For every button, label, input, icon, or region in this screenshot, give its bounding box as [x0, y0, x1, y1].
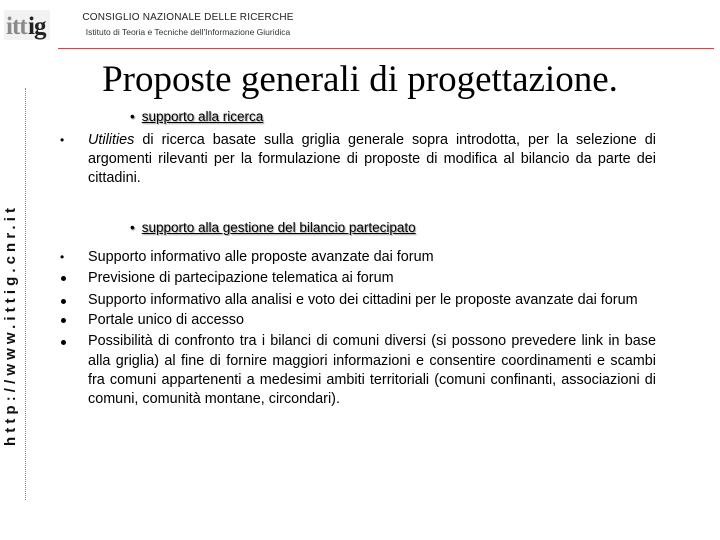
- bullet-icon: [61, 299, 66, 304]
- list-item-text: Previsione di partecipazione telematica ai forum: [88, 270, 394, 287]
- list-item-text: Supporto informativo alle proposte avanzate dai forum: [88, 249, 434, 265]
- header-divider: [58, 48, 714, 49]
- bullet-icon: •: [60, 133, 65, 147]
- list-item-text: Portale unico di accesso: [88, 312, 244, 329]
- section-heading-label: supporto alla gestione del bilancio partecipato: [141, 220, 416, 235]
- org-name: CONSIGLIO NAZIONALE DELLE RICERCHE: [82, 12, 294, 23]
- page-title: Proposte generali di progettazione.: [102, 59, 618, 100]
- svg-text:itt: itt: [6, 13, 27, 40]
- bullet-icon: •: [130, 109, 135, 124]
- list-item: [60, 310, 656, 331]
- list-item: [60, 247, 656, 268]
- item-text: di ricerca basate sulla griglia generale sopra introdotta, per la selezione di argomenti rilevanti per la formulazione di proposte di modifica al bilancio da parte dei cittadini.: [88, 132, 656, 186]
- org-header: [58, 12, 318, 37]
- list-item-text: Possibilità di confronto tra i bilanci di comuni diversi (si possono prevedere link in base alla griglia) al fine di fornire maggiori informazioni e consentire coordinamenti e scambi fra comuni appartenenti a medesimi ambiti territoriali (comuni confinanti, associazioni di comuni, comunità montane, circondari).: [88, 333, 656, 408]
- list-item: [60, 268, 656, 289]
- budget-support-list: [60, 247, 656, 409]
- bullet-icon: [61, 340, 66, 345]
- side-url-text: http://www.ittig.cnr.it: [2, 203, 19, 446]
- section-heading-label: supporto alla ricerca: [141, 109, 264, 124]
- section-heading-budget: [130, 220, 416, 235]
- institute-name: Istituto di Teoria e Tecniche dell'Informazione Giuridica: [85, 27, 291, 37]
- list-item-text: Supporto informativo alla analisi e voto dei cittadini per le proposte avanzate dai forum: [88, 291, 638, 308]
- bullet-icon: [61, 318, 66, 323]
- list-item: [60, 131, 656, 188]
- side-divider: [25, 88, 26, 500]
- list-item: [60, 291, 656, 310]
- item-lead: Utilities: [88, 132, 135, 148]
- list-item: [60, 332, 656, 409]
- ittig-logo: [4, 6, 50, 42]
- bullet-icon: •: [60, 250, 65, 264]
- section-heading-research: [130, 109, 263, 124]
- bullet-icon: [61, 276, 66, 281]
- svg-text:ig: ig: [28, 13, 46, 40]
- bullet-icon: •: [130, 220, 135, 235]
